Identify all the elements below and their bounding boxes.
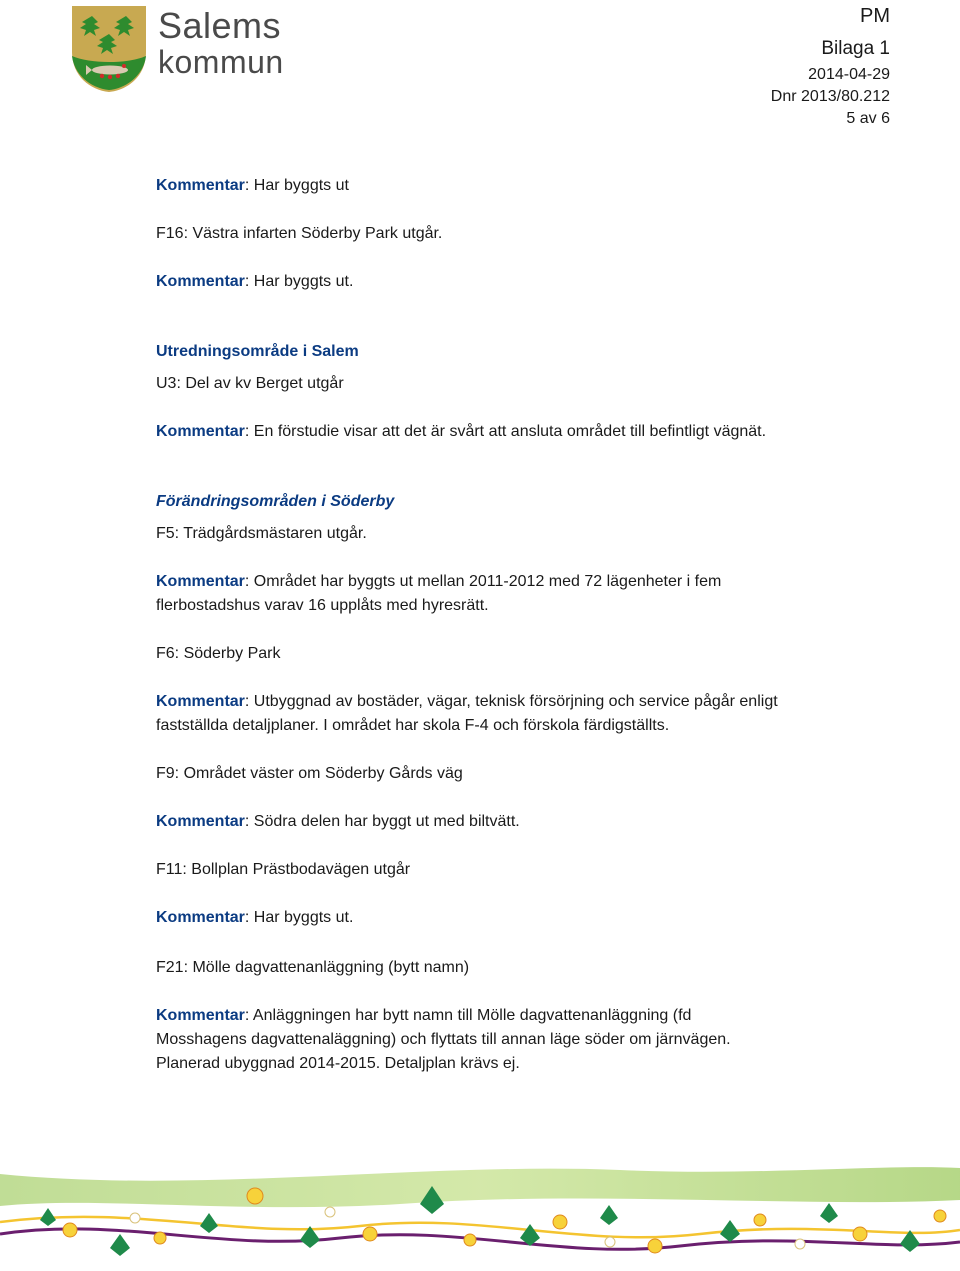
comment-text-continued: Planerad ubyggnad 2014-2015. Detaljplan krävs ej. xyxy=(156,1055,520,1072)
comment-text-continued: flerbostadshus varav 16 upplåts med hyresrätt. xyxy=(156,597,489,614)
municipality-logo xyxy=(70,4,290,96)
leaf-vine-decoration-icon xyxy=(0,1160,960,1266)
comment-text: : Området har byggts ut mellan 2011-2012 med 72 lägenheter i fem xyxy=(244,573,722,590)
comment-label: Kommentar xyxy=(156,909,245,926)
comment-text-continued: Mosshagens dagvattenaläggning) och flyttats till annan läge söder om järnvägen. xyxy=(156,1031,731,1048)
attachment-label: Bilaga 1 xyxy=(821,38,890,59)
comment-paragraph xyxy=(156,174,349,198)
brand-subtitle: kommun xyxy=(158,44,284,80)
comment-paragraph xyxy=(156,906,353,930)
comment-text: : Anläggningen har bytt namn till Mölle dagvattenanläggning (fd xyxy=(244,1007,692,1024)
comment-label: Kommentar xyxy=(156,813,245,830)
item-f6: F6: Söderby Park xyxy=(156,645,281,662)
item-f16: F16: Västra infarten Söderby Park utgår. xyxy=(156,225,443,242)
coat-of-arms-icon xyxy=(70,4,148,94)
comment-paragraph xyxy=(156,570,721,594)
decorative-footer xyxy=(0,1160,960,1266)
comment-text: : Har byggts ut. xyxy=(244,273,354,290)
document-date: 2014-04-29 xyxy=(808,66,890,83)
comment-paragraph xyxy=(156,810,520,834)
brand-name: Salems xyxy=(158,5,282,46)
comment-text-continued: fastställda detaljplaner. I området har skola F-4 och förskola färdigställts. xyxy=(156,717,670,734)
comment-paragraph xyxy=(156,270,353,294)
comment-text: : Utbyggnad av bostäder, vägar, teknisk försörjning och service pågår enligt xyxy=(244,693,778,710)
document-meta xyxy=(771,4,890,130)
brand-wordmark xyxy=(158,5,284,80)
document-type: PM xyxy=(860,5,890,27)
comment-label: Kommentar xyxy=(156,573,245,590)
comment-label: Kommentar xyxy=(156,1007,245,1024)
comment-label: Kommentar xyxy=(156,423,245,440)
page-number: 5 av 6 xyxy=(846,110,890,127)
item-f5: F5: Trädgårdsmästaren utgår. xyxy=(156,525,367,542)
item-f11: F11: Bollplan Prästbodavägen utgår xyxy=(156,861,411,878)
comment-text: : Har byggts ut xyxy=(244,177,349,194)
item-f9: F9: Området väster om Söderby Gårds väg xyxy=(156,765,463,782)
comment-paragraph xyxy=(156,420,766,444)
document-dnr: Dnr 2013/80.212 xyxy=(770,88,890,105)
item-f21: F21: Mölle dagvattenanläggning (bytt namn) xyxy=(156,959,470,976)
comment-text: : En förstudie visar att det är svårt att ansluta området till befintligt vägnät. xyxy=(244,423,767,440)
comment-label: Kommentar xyxy=(156,177,245,194)
comment-text: : Har byggts ut. xyxy=(244,909,354,926)
section-heading-soderby: Förändringsområden i Söderby xyxy=(156,493,395,510)
comment-paragraph xyxy=(156,1004,691,1028)
comment-paragraph xyxy=(156,690,778,714)
item-u3: U3: Del av kv Berget utgår xyxy=(156,375,344,392)
comment-label: Kommentar xyxy=(156,273,245,290)
section-heading-salem: Utredningsområde i Salem xyxy=(156,343,359,360)
comment-label: Kommentar xyxy=(156,693,245,710)
comment-text: : Södra delen har byggt ut med biltvätt. xyxy=(244,813,520,830)
